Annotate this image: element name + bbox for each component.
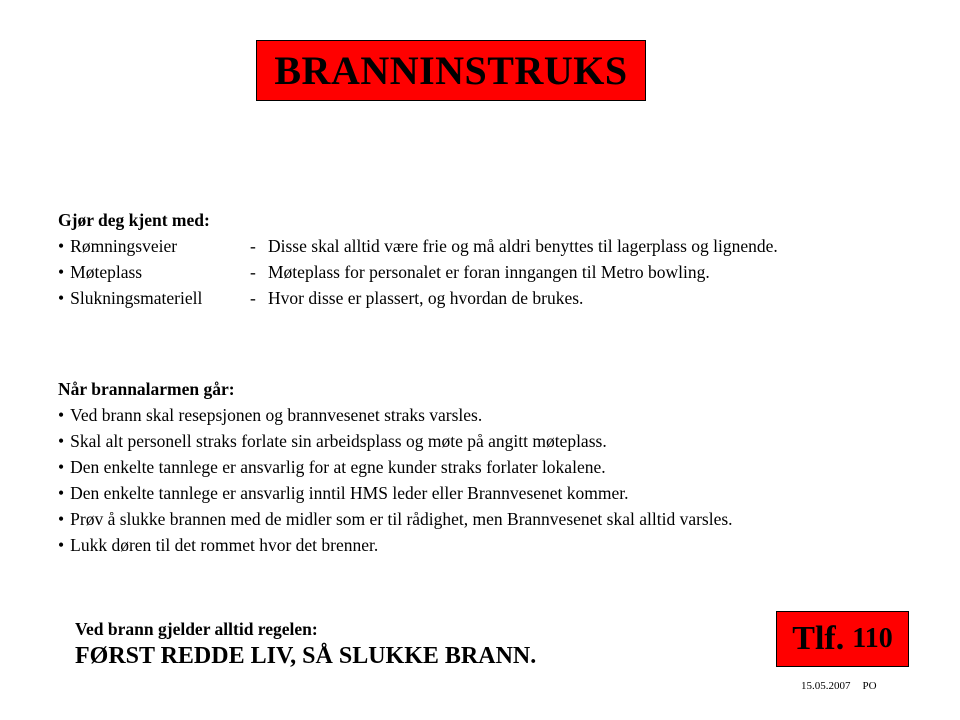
fire-rule-lead: Ved brann gjelder alltid regelen: <box>75 619 318 639</box>
list-item <box>58 480 733 506</box>
list-item <box>58 532 733 558</box>
section-when-alarm-heading: Når brannalarmen går: <box>58 379 235 399</box>
page-title: BRANNINSTRUKS <box>274 48 628 93</box>
dash-separator: - <box>250 262 256 282</box>
list-item-text: Den enkelte tannlege er ansvarlig for at egne kunder straks forlater lokalene. <box>70 457 606 477</box>
list-item-term: • Rømningsveier <box>58 236 178 256</box>
footer-initials: PO <box>862 680 877 692</box>
list-item-term: • Møteplass <box>58 262 143 282</box>
list-item-text: Ved brann skal resepsjonen og brannvesenet straks varsles. <box>70 405 483 425</box>
emergency-phone-box <box>776 611 909 667</box>
phone-number: 110 <box>852 623 893 654</box>
list-item-description: Disse skal alltid være frie og må aldri benyttes til lagerplass og lignende. <box>268 236 778 256</box>
bullet-icon: • <box>58 509 65 529</box>
list-item <box>58 259 778 285</box>
phone-label: Tlf. <box>792 620 845 657</box>
bullet-icon: • <box>58 535 65 555</box>
dash-separator: - <box>250 288 256 308</box>
bullet-icon: • <box>58 457 65 477</box>
fire-rule <box>75 618 536 672</box>
bullet-icon: • <box>58 236 65 256</box>
section-when-alarm <box>58 376 733 558</box>
list-item-description: Hvor disse er plassert, og hvordan de brukes. <box>268 288 584 308</box>
list-item <box>58 402 733 428</box>
section-get-familiar-heading: Gjør deg kjent med: <box>58 210 210 230</box>
list-item-text: Prøv å slukke brannen med de midler som er til rådighet, men Brannvesenet skal alltid varsles. <box>70 509 733 529</box>
dash-separator: - <box>250 236 256 256</box>
footer <box>801 680 877 692</box>
section-get-familiar <box>58 207 778 311</box>
fire-rule-main: FØRST REDDE LIV, SÅ SLUKKE BRANN. <box>75 643 537 669</box>
list-item-text: Skal alt personell straks forlate sin arbeidsplass og møte på angitt møteplass. <box>70 431 607 451</box>
title-banner <box>256 40 646 101</box>
bullet-icon: • <box>58 483 65 503</box>
footer-date: 15.05.2007 <box>801 680 851 692</box>
bullet-icon: • <box>58 262 65 282</box>
list-item-term: • Slukningsmateriell <box>58 288 203 308</box>
bullet-icon: • <box>58 405 65 425</box>
list-item-description: Møteplass for personalet er foran inngangen til Metro bowling. <box>268 262 710 282</box>
bullet-icon: • <box>58 288 65 308</box>
list-item <box>58 233 778 259</box>
list-item-text: Lukk døren til det rommet hvor det brenner. <box>70 535 379 555</box>
list-item <box>58 285 778 311</box>
list-item <box>58 506 733 532</box>
list-item <box>58 454 733 480</box>
list-item <box>58 428 733 454</box>
list-item-text: Den enkelte tannlege er ansvarlig inntil HMS leder eller Brannvesenet kommer. <box>70 483 629 503</box>
bullet-icon: • <box>58 431 65 451</box>
